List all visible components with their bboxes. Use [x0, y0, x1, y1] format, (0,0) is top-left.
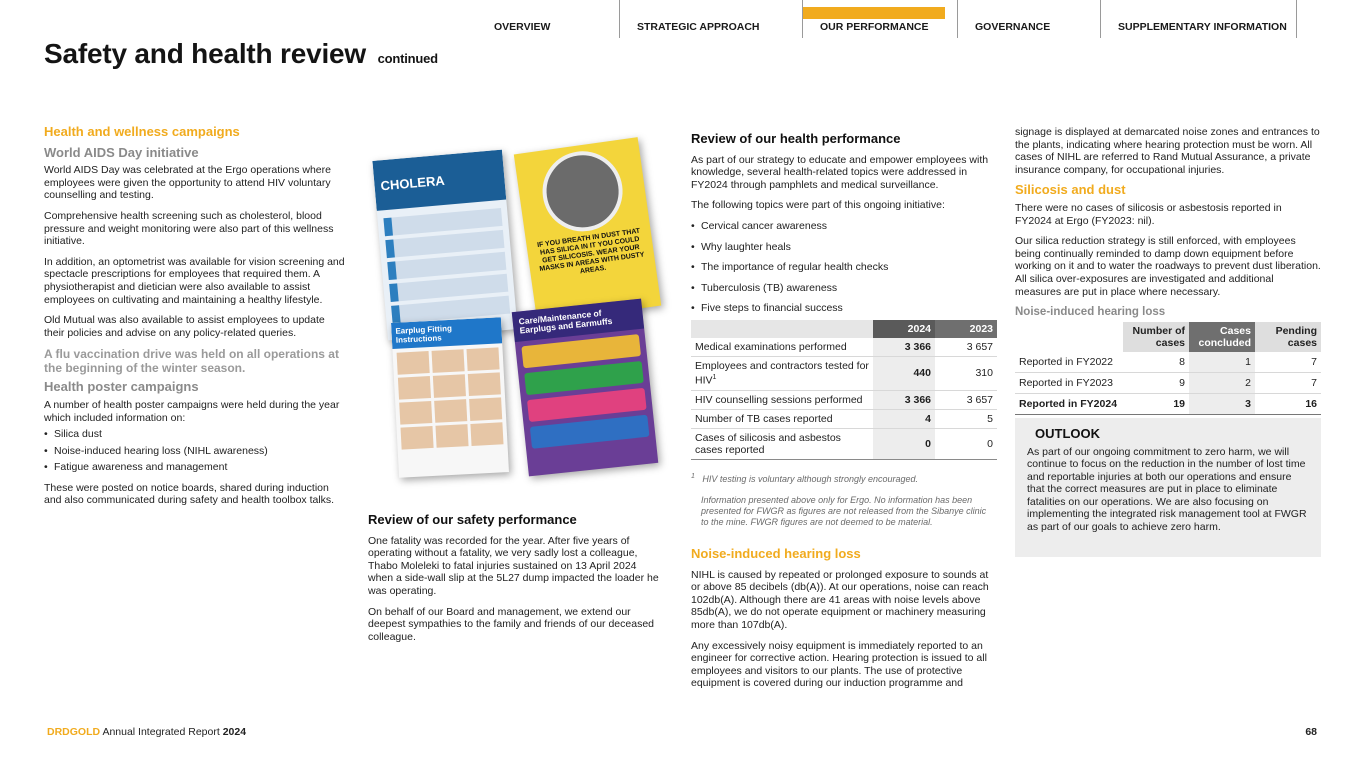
wellness-heading: Health and wellness campaigns	[44, 124, 240, 139]
tab-overview[interactable]	[477, 0, 620, 38]
tab-our-performance[interactable]	[803, 0, 958, 38]
poster-paragraph-2: These were posted on notice boards, shared during induction and also communicated during safety and health toolbox talks.	[44, 481, 335, 507]
aids-paragraph-4: Old Mutual was also available to assist employees to update their policies and advise on any policy-related queries.	[44, 314, 325, 339]
earmuff-care-poster	[512, 299, 659, 477]
tab-label: OUR PERFORMANCE	[820, 21, 929, 33]
footer-report: Annual Integrated Report	[102, 726, 220, 738]
cholera-poster	[372, 150, 517, 341]
row-label: Reported in FY2024	[1015, 394, 1123, 415]
value-2023: 310	[935, 357, 997, 391]
health-paragraph-2: The following topics were part of this ongoing initiative:	[691, 199, 945, 212]
safety-performance-section	[368, 514, 664, 651]
pending-value: 7	[1255, 373, 1321, 394]
aids-paragraph-2: Comprehensive health screening such as cholesterol, blood pressure and weight monitoring were also part of this wellness initiative.	[44, 209, 334, 248]
footnote-number: 1	[691, 473, 695, 480]
footnote-marker: 1	[712, 374, 717, 381]
row-label: Number of TB cases reported	[691, 409, 873, 428]
silicosis-heading: Silicosis and dust	[1015, 182, 1126, 198]
list-item: • Silica dust	[44, 428, 346, 441]
value-2024: 4	[873, 409, 935, 428]
table-row	[1015, 352, 1321, 373]
earplug-poster	[391, 317, 509, 478]
page-footer	[47, 726, 246, 738]
page-title	[44, 38, 438, 70]
table-header-2023: 2023	[935, 320, 997, 338]
aids-paragraph-3: In addition, an optometrist was available for vision screening and spectacle prescriptions for employees that required them. A physiotherapist and dietician were also available to assist employees on cultivating and maintaining a healthy lifestyle.	[44, 255, 345, 306]
list-item: • Tuberculosis (TB) awareness	[691, 282, 997, 295]
nihl-cases-table	[1015, 322, 1321, 415]
table-header-number-of-cases: Number of cases	[1123, 322, 1189, 352]
safety-paragraph-2: On behalf of our Board and management, we extend our deepest sympathies to the family and friends of our deceased colleague.	[368, 605, 655, 643]
nihl-section	[691, 548, 997, 698]
aids-day-heading: World AIDS Day initiative	[44, 144, 199, 160]
cases-value: 9	[1123, 373, 1189, 394]
outlook-box	[1015, 418, 1321, 557]
table-header-2024: 2024	[873, 320, 935, 338]
earmuff-poster-title: Care/Maintenance of Earplugs and Earmuffs	[512, 299, 644, 342]
page-title-main: Safety and health review	[44, 38, 366, 69]
silicosis-poster-bottom: IF YOU BREATH IN DUST THAT HAS SILICA IN IT YOU COULD GET SILICOSIS. WEAR YOUR MASKS IN AREAS WITH DUSTY AREAS.	[536, 227, 645, 276]
flu-vaccination-callout: A flu vaccination drive was held on all operations at the beginning of the winter season.	[44, 347, 339, 376]
tab-label: SUPPLEMENTARY INFORMATION	[1118, 21, 1287, 33]
top-navigation	[477, 0, 1297, 38]
nihl-paragraph-1: NIHL is caused by repeated or prolonged exposure to sounds at or above 85 decibels (db(A)). At our operations, noise can reach 102db(A). Although there are 41 areas with noise levels above 85db(A), we do not operate equipment or machinery measuring more than 107db(A).	[691, 568, 989, 631]
nihl-continued-paragraph: signage is displayed at demarcated noise zones and entrances to the plants, indicating where hearing protection must be worn. All cases of NIHL are referred to Rand Mutual Assurance, a private insurance company, for occupational injuries.	[1015, 126, 1320, 176]
row-label: Medical examinations performed	[691, 338, 873, 357]
outlook-title: OUTLOOK	[1035, 426, 1100, 441]
tab-label: OVERVIEW	[494, 21, 551, 33]
table-header-blank	[691, 320, 873, 338]
row-label: HIV counselling sessions performed	[691, 390, 873, 409]
concluded-value: 2	[1189, 373, 1255, 394]
table-row	[691, 409, 997, 428]
value-2023: 3 657	[935, 338, 997, 357]
health-heading: Review of our health performance	[691, 131, 901, 146]
pending-value: 7	[1255, 352, 1321, 373]
row-label: Cases of silicosis and asbestos cases reported	[691, 428, 873, 459]
silicosis-column	[1015, 126, 1321, 325]
table-row	[1015, 394, 1321, 415]
tab-supplementary-information[interactable]	[1101, 0, 1297, 38]
outlook-text: As part of our ongoing commitment to zero harm, we will continue to focus on the reduction in the number of lost time and reportable injuries at both our operations and ensure that the correct measures are put in place to eliminate fatalities on our operations. We are also focusing on implementing the integrated risk management tool at FWGR as part of our goals to achieve zero harm.	[1027, 445, 1307, 533]
value-2023: 0	[935, 428, 997, 459]
table-header-row	[1015, 322, 1321, 352]
value-2024: 3 366	[873, 390, 935, 409]
value-2024: 0	[873, 428, 935, 459]
value-2024: 440	[873, 357, 935, 391]
concluded-value: 1	[1189, 352, 1255, 373]
safety-heading: Review of our safety performance	[368, 512, 577, 527]
value-2023: 5	[935, 409, 997, 428]
cases-value: 19	[1123, 394, 1189, 415]
health-statistics-table	[691, 320, 997, 460]
table-row	[1015, 373, 1321, 394]
row-label: Employees and contractors tested for HIV$^1$	[691, 357, 873, 391]
tab-governance[interactable]	[958, 0, 1101, 38]
pending-value: 16	[1255, 394, 1321, 415]
aids-paragraph-1: World AIDS Day was celebrated at the Ergo operations where employees were given the opportunity to attend HIV voluntary counselling and testing.	[44, 164, 331, 202]
page-number: 68	[1305, 726, 1317, 738]
tab-label: STRATEGIC APPROACH	[637, 21, 760, 33]
footer-year: 2024	[222, 726, 247, 738]
row-label: Reported in FY2022	[1015, 352, 1123, 373]
table-header-blank	[1015, 322, 1123, 352]
health-paragraph-1: As part of our strategy to educate and empower employees with knowledge, several health-related topics were addressed in FY2024 through pamphlets and medical surveillance.	[691, 153, 989, 191]
list-item: • Cervical cancer awareness	[691, 220, 997, 233]
table-row	[691, 428, 997, 459]
table-row	[691, 390, 997, 409]
table-header-pending-cases: Pending cases	[1255, 322, 1321, 352]
poster-campaigns-heading: Health poster campaigns	[44, 379, 199, 395]
nihl-paragraph-2: Any excessively noisy equipment is immediately reported to an engineer for corrective action. Hearing protection is issued to all employees and visitors to our plants. The use of protective equipment is covered during our induction programme and	[691, 639, 987, 690]
worker-mask-image	[537, 146, 627, 236]
cholera-poster-title: CHOLERA	[372, 150, 506, 211]
nihl-subheading: Noise-induced hearing loss	[1015, 306, 1166, 319]
footnote-text-1: HIV testing is voluntary although strongly encouraged.	[702, 474, 919, 484]
earplug-poster-title: Earplug Fitting Instructions	[391, 317, 502, 349]
table-header-row	[691, 320, 997, 338]
table-row	[691, 338, 997, 357]
footnote-text-2: Information presented above only for Ergo. No information has been presented for FWGR as figures are not released from the Sibanye clinic to the mine. FWGR figures are not deemed to be material.	[701, 495, 987, 527]
silicosis-paragraph-2: Our silica reduction strategy is still enforced, with employees being continually reminded to damp down equipment before working on it and to water the roadways to prevent dust liberation. All silica over-exposures are investigated and additional measures are put in place where necessary.	[1015, 235, 1321, 298]
silicosis-paragraph-1: There were no cases of silicosis or asbestosis reported in FY2024 at Ergo (FY2023: nil).	[1015, 201, 1282, 227]
table-header-cases-concluded: Cases concluded	[1189, 322, 1255, 352]
wellness-column	[44, 126, 346, 515]
concluded-value: 3	[1189, 394, 1255, 415]
row-label: Reported in FY2023	[1015, 373, 1123, 394]
table-row	[691, 357, 997, 391]
tab-label: GOVERNANCE	[975, 21, 1051, 33]
page-title-suffix: continued	[377, 51, 438, 66]
safety-paragraph-1: One fatality was recorded for the year. After five years of operating without a fatality, we very sadly lost a colleague, Thabo Moleleki to fatal injuries sustained on 13 April 2024 when a side-wall slip at the 5L27 dump impacted the loader he was operating.	[368, 534, 659, 597]
nihl-heading: Noise-induced hearing loss	[691, 546, 861, 561]
health-performance-section	[691, 133, 997, 323]
health-posters-collage	[370, 140, 666, 500]
cases-value: 8	[1123, 352, 1189, 373]
poster-topic-list	[44, 428, 346, 474]
list-item: • Why laughter heals	[691, 241, 997, 254]
value-2023: 3 657	[935, 390, 997, 409]
list-item: • Fatigue awareness and management	[44, 461, 346, 474]
health-topic-list	[691, 220, 997, 315]
footer-brand: DRDGOLD	[47, 726, 101, 738]
silicosis-poster	[514, 137, 661, 323]
list-item: • Noise-induced hearing loss (NIHL awareness)	[44, 445, 346, 458]
list-item: • The importance of regular health checks	[691, 261, 997, 274]
tab-strategic-approach[interactable]	[620, 0, 803, 38]
value-2024: 3 366	[873, 338, 935, 357]
poster-paragraph-1: A number of health poster campaigns were held during the year which included information on:	[44, 398, 340, 424]
table-footnote	[691, 471, 991, 528]
list-item: • Five steps to financial success	[691, 302, 997, 315]
